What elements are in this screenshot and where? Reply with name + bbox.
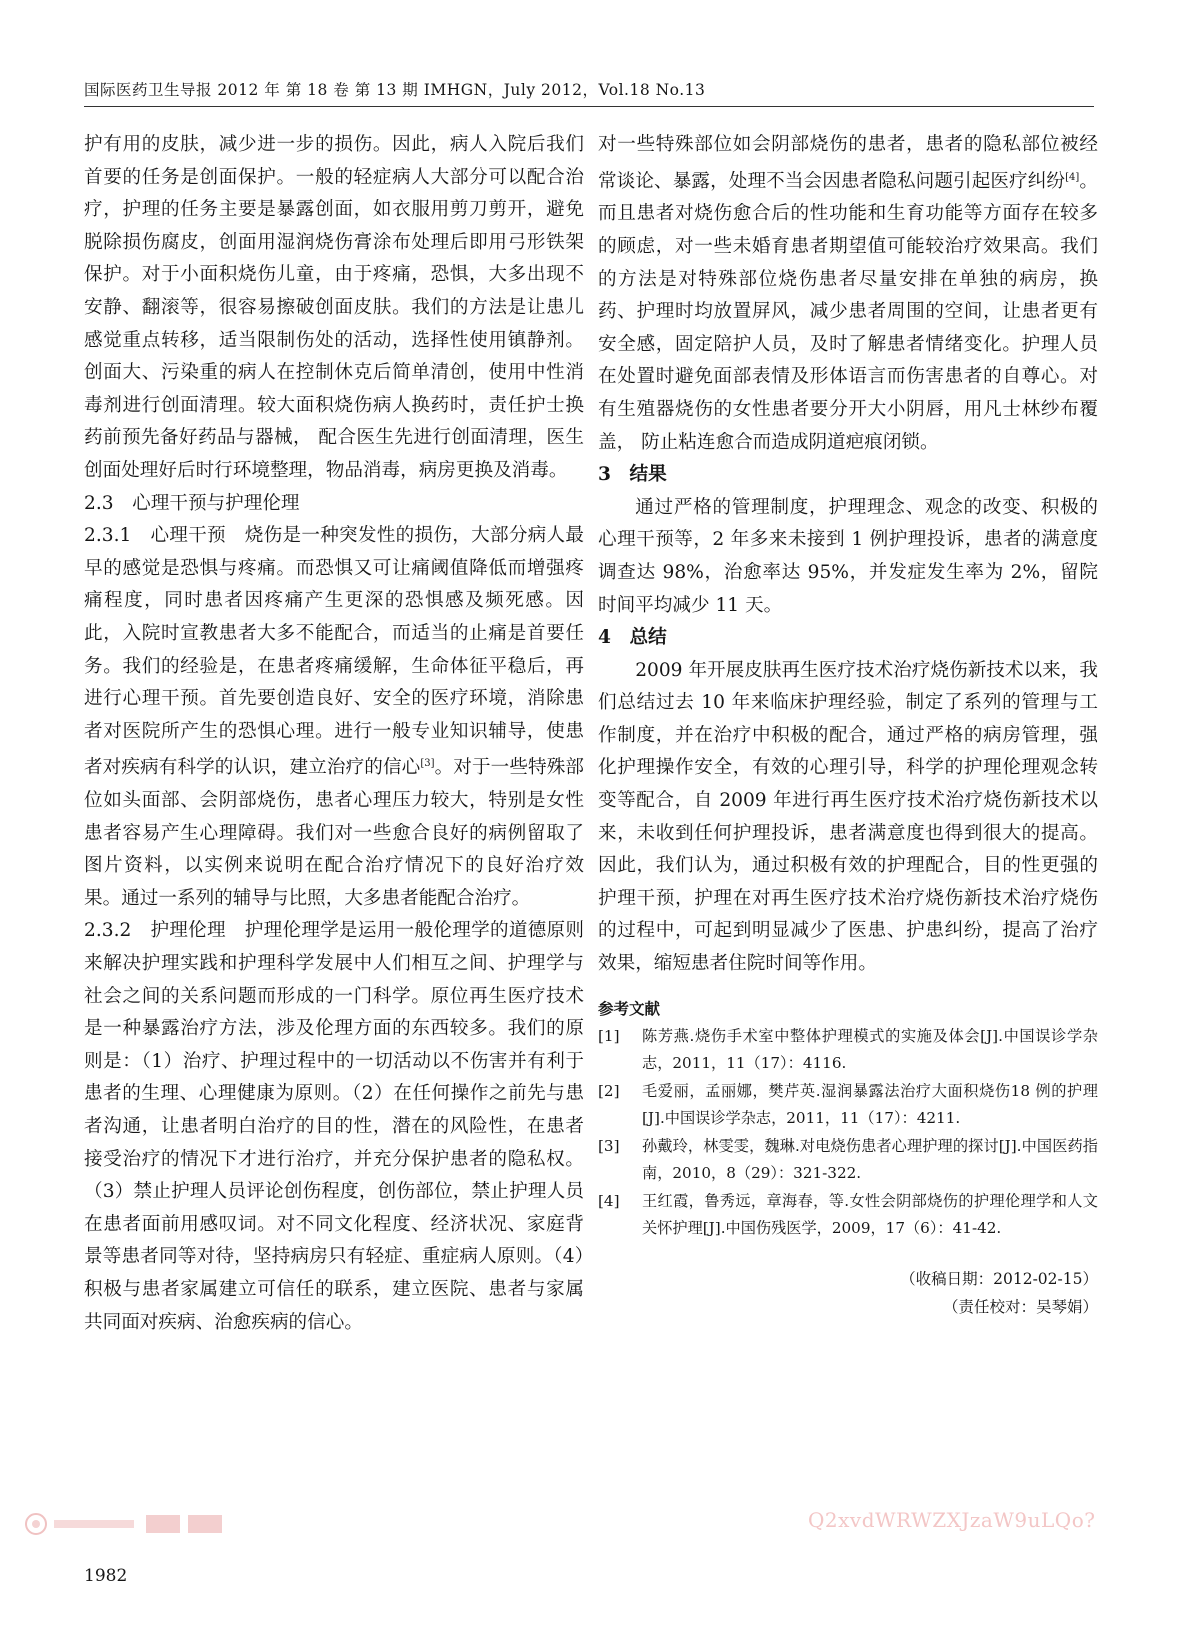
- section-2-3-heading: 2.3 心理干预与护理伦理: [84, 492, 300, 514]
- reference-item: [598, 1078, 1098, 1133]
- header-rule: [84, 106, 1094, 107]
- section-4-heading: 4 总结: [598, 627, 667, 649]
- citation-4: [4]: [1065, 171, 1080, 183]
- citation-3: [3]: [420, 758, 435, 770]
- left-column: [84, 129, 584, 1339]
- page-number: 1982: [84, 1566, 128, 1586]
- privacy-text-rest: 。而且患者对烧伤愈合后的性功能和生育功能等方面存在较多的顾虑，对一些未婚育患者期望值可能较治疗效果高。我们的方法是对特殊部位烧伤患者尽量安排在单独的病房，换药、护理时均放置屏风，减少患者周围的空间，让患者更有安全感，固定陪护人员，及时了解患者情绪变化。护理人员在处置时避免面部表情及形体语言而伤害患者的自尊心。对有生殖器烧伤的女性患者要分开大小阴唇，用凡士林纱布覆盖， 防止粘连愈合而造成阴道疤痕闭锁。: [598, 170, 1098, 453]
- reference-text: 毛爱丽，孟丽娜，樊芹英.湿润暴露法治疗大面积烧伤18 例的护理[J].中国误诊学杂志，2011，11（17）：4211.: [642, 1081, 1098, 1128]
- paragraph-results: 通过严格的管理制度，护理理念、观念的改变、积极的心理干预等，2 年多来未接到 1 例护理投诉，患者的满意度调查达 98%，治愈率达 95%，并发症发生率为 2%，留院时间平均减少 11 天。: [598, 496, 1098, 616]
- section-3-heading: 3 结果: [598, 464, 667, 486]
- reference-item: [598, 1133, 1098, 1188]
- paragraph-psychological-intervention: [84, 520, 584, 915]
- paragraph-wound-care: 护有用的皮肤，减少进一步的损伤。因此，病人入院后我们首要的任务是创面保护。一般的轻症病人大部分可以配合治疗，护理的任务主要是暴露创面，如衣服用剪刀剪开，避免脱除损伤腐皮，创面用湿润烧伤膏涂布处理后即用弓形铁架保护。对于小面积烧伤儿童，由于疼痛，恐惧，大多出现不安静、翻滚等，很容易擦破创面皮肤。我们的方法是让患儿感觉重点转移，适当限制伤处的活动，选择性使用镇静剂。创面大、污染重的病人在控制休克后简单清创，使用中性消毒剂进行创面清理。较大面积烧伤病人换药时，责任护士换药前预先备好药品与器械， 配合医生先进行创面清理，医生创面处理好后时行环境整理，物品消毒，病房更换及消毒。: [84, 134, 584, 481]
- paragraph-privacy: [598, 129, 1098, 459]
- reference-item: [598, 1188, 1098, 1243]
- reference-item: [598, 1023, 1098, 1078]
- privacy-text: 对一些特殊部位如会阴部烧伤的患者，患者的隐私部位被经常谈论、暴露，处理不当会因患者隐私问题引起医疗纠纷: [598, 134, 1098, 192]
- reference-number: [2]: [598, 1081, 620, 1100]
- reference-number: [3]: [598, 1136, 620, 1155]
- paragraph-summary: 2009 年开展皮肤再生医疗技术治疗烧伤新技术以来，我们总结过去 10 年来临床护理经验，制定了系列的管理与工作制度，并在治疗中积极的配合，通过严格的病房管理，强化护理操作安全，有效的心理引导，科学的护理伦理观念转变等配合，自 2009 年进行再生医疗技术治疗烧伤新技术以来，未收到任何护理投诉，患者满意度也得到很大的提高。因此，我们认为，通过积极有效的护理配合，目的性更强的护理干预，护理在对再生医疗技术治疗烧伤新技术治疗烧伤的过程中，可起到明显减少了医患、护患纠纷，提高了治疗效果，缩短患者住院时间等作用。: [598, 659, 1098, 975]
- running-header: 国际医药卫生导报 2012 年 第 18 卷 第 13 期 IMHGN，July 2012，Vol.18 No.13: [84, 81, 706, 99]
- psych-text-rest: 。对于一些特殊部位如头面部、会阴部烧伤，患者心理压力较大，特别是女性患者容易产生心理障碍。我们对一些愈合良好的病例留取了图片资料，以实例来说明在配合治疗情况下的良好治疗效果。通过一系列的辅导与比照，大多患者能配合治疗。: [84, 757, 584, 909]
- references-heading: 参考文献: [598, 998, 661, 1018]
- reference-list: [598, 1023, 1098, 1243]
- received-date: （收稿日期：2012-02-15）: [900, 1269, 1098, 1288]
- reference-text: 陈芳燕.烧伤手术室中整体护理模式的实施及体会[J].中国误诊学杂志，2011，11（17）：4116.: [642, 1026, 1098, 1073]
- proofreader: （责任校对：吴琴娟）: [942, 1297, 1098, 1316]
- watermark-code: Q2xvdWRWZXJzaW9uLQo?: [808, 1508, 1096, 1532]
- reference-number: [1]: [598, 1026, 620, 1045]
- right-column: [598, 129, 1098, 1321]
- reference-text: 王红霞，鲁秀远，章海春，等.女性会阴部烧伤的护理伦理学和人文关怀护理[J].中国伤残医学，2009，17（6）：41-42.: [642, 1191, 1098, 1238]
- publisher-seal-watermark: [22, 1509, 252, 1539]
- reference-text: 孙戴玲，林雯雯，魏琳.对电烧伤患者心理护理的探讨[J].中国医药指南，2010，8（29）：321-322.: [642, 1136, 1098, 1183]
- psych-text: 2.3.1 心理干预 烧伤是一种突发性的损伤，大部分病人最早的感觉是恐惧与疼痛。而恐惧又可让痛阈值降低而增强疼痛程度，同时患者因疼痛产生更深的恐惧感及频死感。因此，入院时宣教患者大多不能配合，而适当的止痛是首要任务。我们的经验是，在患者疼痛缓解，生命体征平稳后，再进行心理干预。首先要创造良好、安全的医疗环境，消除患者对医院所产生的恐惧心理。进行一般专业知识辅导，使患者对疾病有科学的认识，建立治疗的信心: [84, 525, 584, 779]
- paragraph-nursing-ethics: 2.3.2 护理伦理 护理伦理学是运用一般伦理学的道德原则来解决护理实践和护理科学发展中人们相互之间、护理学与社会之间的关系问题而形成的一门科学。原位再生医疗技术是一种暴露治疗方法，涉及伦理方面的东西较多。我们的原则是：（1）治疗、护理过程中的一切活动以不伤害并有利于患者的生理、心理健康为原则。（2）在任何操作之前先与患者沟通，让患者明白治疗的目的性，潜在的风险性，在患者接受治疗的情况下才进行治疗，并充分保护患者的隐私权。（3）禁止护理人员评论创伤程度，创伤部位，禁止护理人员在患者面前用感叹词。对不同文化程度、经济状况、家庭背景等患者同等对待，坚持病房只有轻症、重症病人原则。（4）积极与患者家属建立可信任的联系，建立医院、患者与家属共同面对疾病、治愈疾病的信心。: [84, 920, 584, 1333]
- reference-number: [4]: [598, 1191, 620, 1210]
